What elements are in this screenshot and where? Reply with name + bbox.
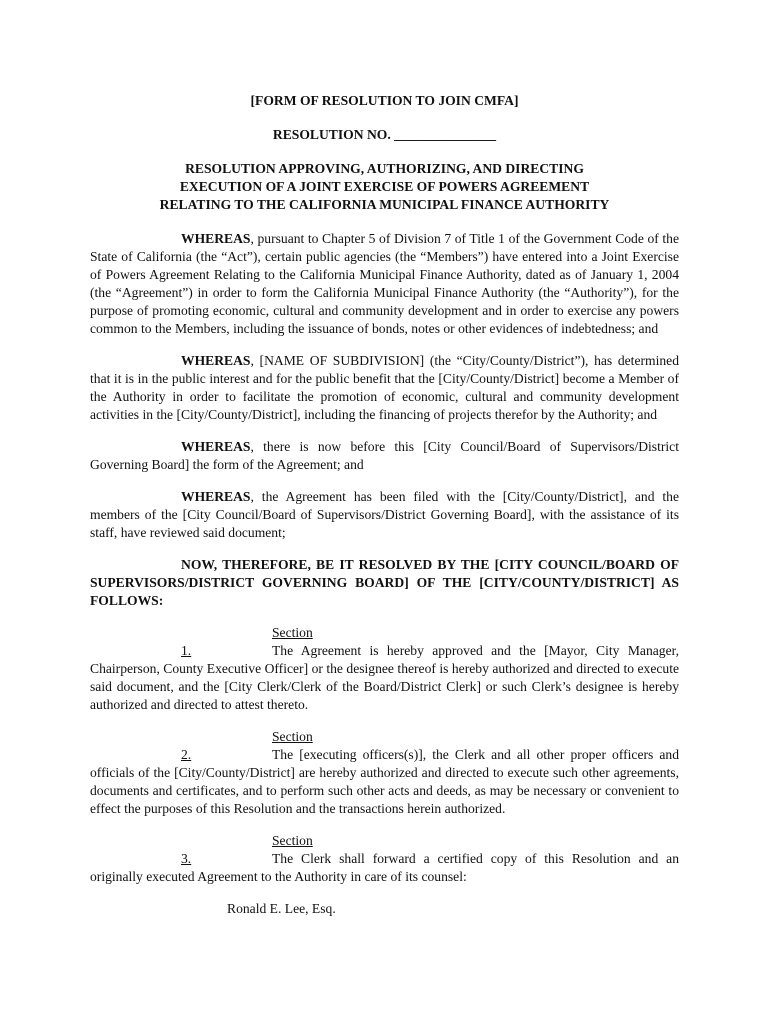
form-title: [FORM OF RESOLUTION TO JOIN CMFA] — [250, 93, 519, 108]
whereas-label: WHEREAS — [181, 439, 251, 454]
section-1 — [90, 624, 679, 714]
resolution-title — [90, 160, 679, 214]
recital-text: , the Agreement has been filed with the [City/County/District], and the members of the [City Council/Board of Supervisors/District Governing Board], with the assistance of its staff, have reviewed said document; — [90, 489, 679, 540]
resolution-number: RESOLUTION NO. _______________ — [272, 127, 497, 142]
section-2 — [90, 728, 679, 818]
counsel-name: Ronald E. Lee, Esq. — [227, 901, 336, 916]
whereas-label: WHEREAS — [181, 231, 251, 246]
recital-1 — [90, 230, 679, 338]
resolution-title-line-1: RESOLUTION APPROVING, AUTHORIZING, AND DIRECTING — [185, 161, 584, 176]
section-text: The [executing officers(s)], the Clerk and all other proper officers and officials of the [City/County/District] are hereby authorized and directed to execute such other agreements, documents and certificates, and to perform such other acts and deeds, as may be necessary or convenient to effect the purposes of this Resolution and the transactions herein authorized. — [90, 747, 679, 816]
recital-2 — [90, 352, 679, 424]
recital-4 — [90, 488, 679, 542]
section-3 — [90, 832, 679, 886]
recital-text: , pursuant to Chapter 5 of Division 7 of Title 1 of the Government Code of the State of California (the “Act”), certain public agencies (the “Members”) have entered into a Joint Exercise of Powers Agreement Relating to the California Municipal Finance Authority, dated as of January 1, 2004 (the “Agreement”) in order to form the California Municipal Finance Authority (the “Authority”), for the purpose of promoting economic, cultural and community development and in order to exercise any powers common to the Members, including the issuance of bonds, notes or other evidences of indebtedness; and — [90, 231, 679, 336]
section-label: Section 1. — [181, 625, 313, 658]
whereas-label: WHEREAS — [181, 353, 251, 368]
resolution-title-line-3: RELATING TO THE CALIFORNIA MUNICIPAL FINANCE AUTHORITY — [159, 197, 610, 212]
recital-text: , [NAME OF SUBDIVISION] (the “City/County/District”), has determined that it is in the public interest and for the public benefit that the [City/County/District] become a Member of the Authority in order to facilitate the promotion of economic, cultural and community development activities in the [City/County/District], including the financing of projects therefor by the Authority; and — [90, 353, 679, 422]
section-text: The Agreement is hereby approved and the [Mayor, City Manager, Chairperson, County Executive Officer] or the designee thereof is hereby authorized and directed to execute said document, and the [City Clerk/Clerk of the Board/District Clerk] or such Clerk’s designee is hereby authorized and directed to attest thereto. — [90, 643, 679, 712]
section-label: Section 3. — [181, 833, 313, 866]
section-text: The Clerk shall forward a certified copy of this Resolution and an originally executed Agreement to the Authority in care of its counsel: — [90, 851, 679, 884]
whereas-label: WHEREAS — [181, 489, 251, 504]
resolution-title-line-2: EXECUTION OF A JOINT EXERCISE OF POWERS AGREEMENT — [179, 179, 590, 194]
document-body — [90, 92, 679, 918]
recital-3 — [90, 438, 679, 474]
section-label: Section 2. — [181, 729, 313, 762]
recital-text: , there is now before this [City Council/Board of Supervisors/District Governing Board] the form of the Agreement; and — [90, 439, 679, 472]
resolved-clause: NOW, THEREFORE, BE IT RESOLVED BY THE [CITY COUNCIL/BOARD OF SUPERVISORS/DISTRICT GOVERNING BOARD] OF THE [CITY/COUNTY/DISTRICT] AS FOLLOWS: — [90, 557, 679, 608]
